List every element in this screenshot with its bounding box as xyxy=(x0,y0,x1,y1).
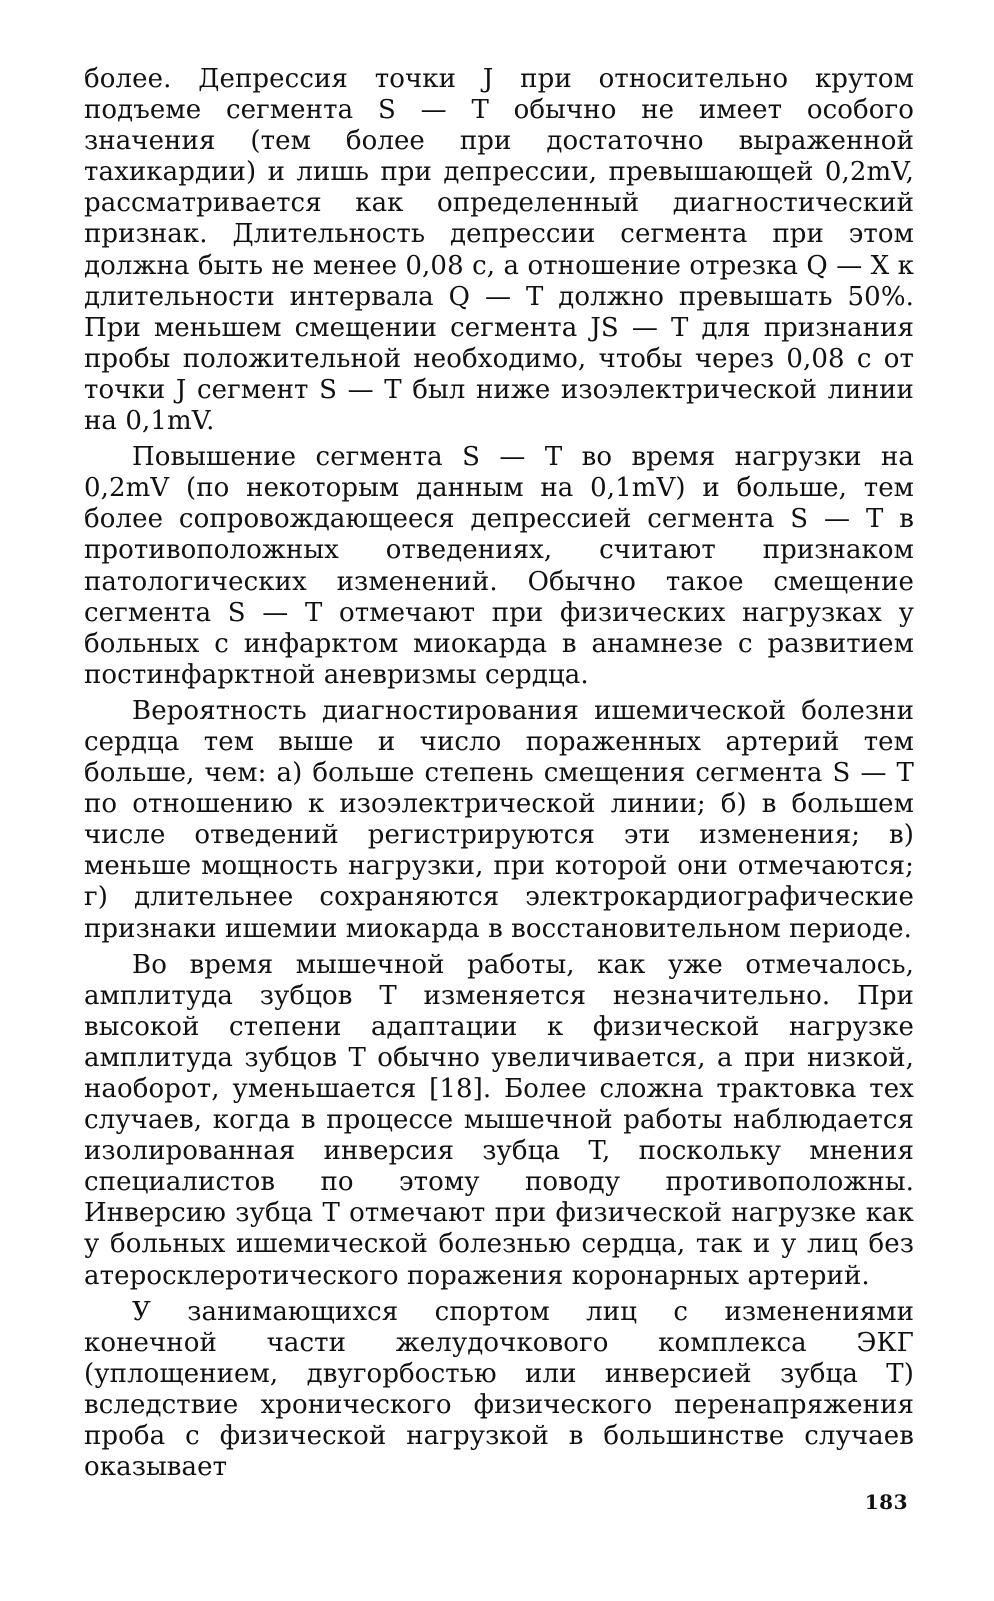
body-text xyxy=(84,64,914,1483)
paragraph-3: Вероятность диагностирования ишемической болезни сердца тем выше и число пораженных артерий тем больше, чем: а) больше степень смещения сегмента S — T по отношению к изоэлектрической линии; б) в большем числе отведений регистрируются эти изменения; в) меньше мощность нагрузки, при которой они отмечаются; г) длительнее сохраняются электрокардиографические признаки ишемии миокарда в восстановительном периоде. xyxy=(84,695,914,944)
paragraph-2: Повышение сегмента S — T во время нагрузки на 0,2mV (по некоторым данным на 0,1mV) и больше, тем более сопровождающееся депрессией сегмента S — T в противоположных отведениях, считают признаком патологических изменений. Обычно такое смещение сегмента S — T отмечают при физических нагрузках у больных с инфарктом миокарда в анамнезе с развитием постинфарктной аневризмы сердца. xyxy=(84,442,914,690)
page-number: 183 xyxy=(864,1490,908,1514)
paragraph-1: более. Депрессия точки J при относительно крутом подъеме сегмента S — T обычно не имеет особого значения (тем более при достаточно выраженной тахикардии) и лишь при депрессии, превышающей 0,2mV, рассматривается как определенный диагностический признак. Длительность депрессии сегмента при этом должна быть не менее 0,08 с, а отношение отрезка Q — X к длительности интервала Q — T должно превышать 50%. При меньшем смещении сегмента JS — T для признания пробы положительной необходимо, чтобы через 0,08 с от точки J сегмент S — T был ниже изоэлектрической линии на 0,1mV. xyxy=(84,64,914,437)
paragraph-5: У занимающихся спортом лиц с изменениями конечной части желудочкового комплекса ЭКГ (уплощением, двугорбостью или инверсией зубца T) вследствие хронического физического перенапряжения проба с физической нагрузкой в большинстве случаев оказывает xyxy=(84,1296,914,1483)
paragraph-4: Во время мышечной работы, как уже отмечалось, амплитуда зубцов T изменяется незначительно. При высокой степени адаптации к физической нагрузке амплитуда зубцов T обычно увеличивается, а при низкой, наоборот, уменьшается [18]. Более сложна трактовка тех случаев, когда в процессе мышечной работы наблюдается изолированная инверсия зубца T, поскольку мнения специалистов по этому поводу противоположны. Инверсию зубца T отмечают при физической нагрузке как у больных ишемической болезнью сердца, так и у лиц без атеросклеротического поражения коронарных артерий. xyxy=(84,949,914,1291)
